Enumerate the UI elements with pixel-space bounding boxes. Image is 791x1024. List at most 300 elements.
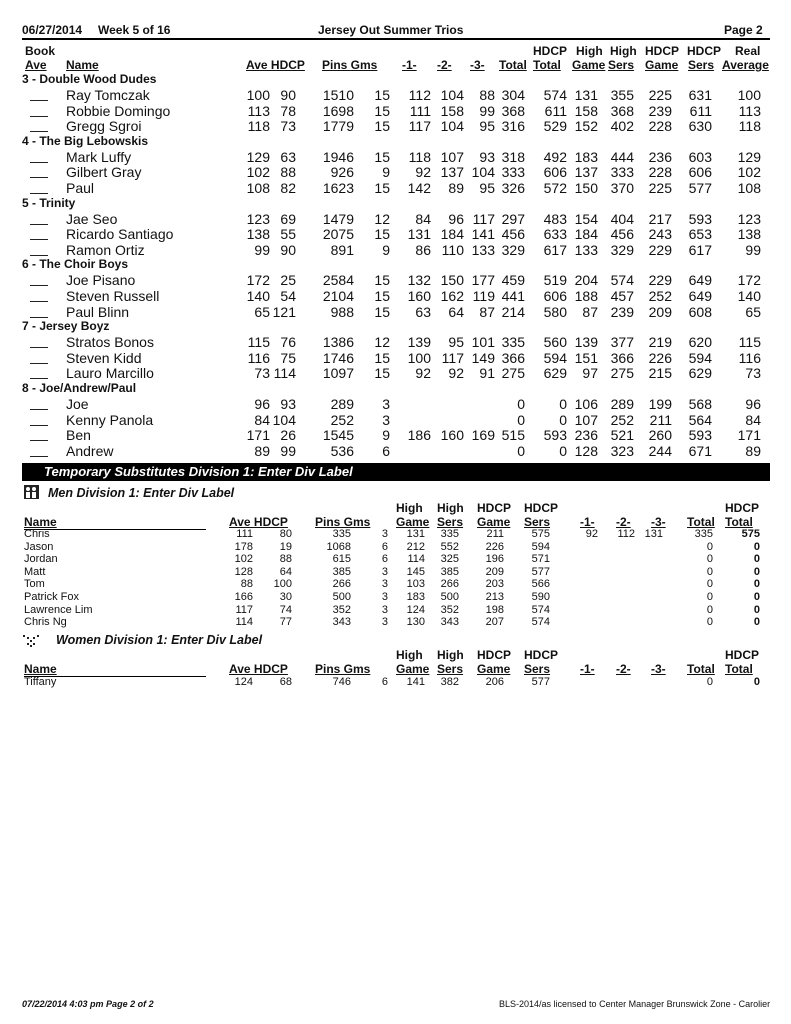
player-hdcp-game: 225 bbox=[648, 87, 672, 103]
sub-col-hdcp-game-1: HDCP bbox=[477, 501, 512, 515]
sub-player-hdcp-sers: 574 bbox=[531, 616, 550, 629]
player-high-sers: 404 bbox=[610, 210, 634, 227]
player-hdcp-game: 229 bbox=[648, 272, 672, 289]
sub-player-hdcp-sers: 590 bbox=[531, 591, 550, 603]
player-g1: 84 bbox=[415, 210, 431, 227]
sub-player-high-sers: 500 bbox=[440, 591, 459, 603]
col-name: Name bbox=[66, 58, 99, 72]
sub-col-total: Total bbox=[687, 515, 715, 529]
player-real-avg: 113 bbox=[738, 102, 761, 119]
player-total: 515 bbox=[501, 427, 525, 444]
player-hdcp-game: 219 bbox=[648, 334, 672, 351]
dotted-diamond-icon bbox=[23, 634, 39, 646]
player-g1: 160 bbox=[407, 288, 431, 304]
sub-player-gms: 6 bbox=[381, 540, 388, 553]
player-g2: 184 bbox=[440, 226, 464, 243]
player-gms: 12 bbox=[374, 334, 390, 351]
sub-col-name: Name bbox=[24, 515, 57, 529]
sub-player-hdcp-total: 0 bbox=[753, 540, 760, 553]
player-pins: 1386 bbox=[322, 334, 354, 351]
player-hdcp-game: 225 bbox=[648, 180, 672, 196]
sub-player-hdcp-sers: 571 bbox=[531, 553, 550, 566]
player-hdcp-sers: 653 bbox=[688, 226, 712, 243]
player-total: 0 bbox=[517, 442, 525, 459]
sub-player-hdcp-game: 211 bbox=[486, 528, 504, 540]
player-g2: 158 bbox=[440, 102, 464, 119]
col-high-game-1: High bbox=[576, 44, 603, 58]
player-total: 333 bbox=[501, 164, 525, 181]
player-hdcp-game: 229 bbox=[648, 241, 672, 258]
sub-player-total: 0 bbox=[706, 540, 713, 553]
sub-col-hdcp-game-2: Game bbox=[477, 515, 511, 529]
player-total: 214 bbox=[501, 303, 525, 320]
report-title: Jersey Out Summer Trios bbox=[318, 23, 464, 37]
player-hdcp: 54 bbox=[280, 288, 296, 304]
player-pins: 988 bbox=[330, 303, 354, 320]
player-gms: 15 bbox=[374, 288, 390, 304]
sub-col-ave-hdcp: Ave HDCP bbox=[229, 662, 288, 676]
player-total: 318 bbox=[501, 148, 525, 165]
player-total: 326 bbox=[501, 180, 525, 196]
player-high-game: 137 bbox=[574, 164, 598, 181]
player-ave: 138 bbox=[246, 226, 270, 243]
player-name: Gilbert Gray bbox=[66, 164, 142, 181]
player-real-avg: 102 bbox=[737, 164, 761, 181]
player-hdcp-total: 572 bbox=[543, 180, 567, 196]
player-hdcp-game: 228 bbox=[648, 164, 672, 181]
sub-player-hdcp-total: 0 bbox=[753, 591, 760, 603]
sub-player-hdcp-game: 226 bbox=[485, 540, 504, 553]
player-g2: 117 bbox=[441, 349, 464, 366]
player-hdcp-total: 0 bbox=[559, 442, 567, 459]
book-average-blank bbox=[30, 255, 48, 256]
player-ave: 116 bbox=[247, 349, 270, 366]
player-hdcp-sers: 594 bbox=[688, 349, 712, 366]
sub-col-pins-gms: Pins Gms bbox=[315, 662, 371, 676]
player-gms: 15 bbox=[374, 226, 390, 243]
col-high-sers-1: High bbox=[610, 44, 637, 58]
player-g3: 119 bbox=[472, 288, 495, 304]
player-gms: 15 bbox=[374, 87, 390, 103]
player-ave: 65 bbox=[254, 303, 270, 320]
player-g2: 92 bbox=[448, 365, 464, 382]
player-hdcp: 69 bbox=[280, 210, 296, 227]
player-gms: 15 bbox=[374, 349, 390, 366]
player-hdcp-game: 226 bbox=[648, 349, 672, 366]
col-high-game-2: Game bbox=[572, 58, 606, 72]
player-g1: 132 bbox=[407, 272, 431, 289]
book-average-blank bbox=[30, 224, 48, 225]
player-hdcp-sers: 606 bbox=[688, 164, 712, 181]
sub-col-high-sers-2: Sers bbox=[437, 662, 464, 676]
player-g1: 63 bbox=[415, 303, 431, 320]
sub-player-hdcp-game: 213 bbox=[485, 591, 504, 603]
sub-player-ave: 117 bbox=[235, 603, 253, 616]
player-high-sers: 333 bbox=[610, 164, 634, 181]
player-hdcp-sers: 603 bbox=[688, 148, 712, 165]
player-gms: 15 bbox=[374, 303, 390, 320]
player-hdcp: 93 bbox=[280, 396, 296, 412]
player-g3: 117 bbox=[472, 210, 495, 227]
sub-col-hdcp-total-1: HDCP bbox=[725, 501, 760, 515]
player-g2: 110 bbox=[441, 241, 464, 258]
player-hdcp-game: 211 bbox=[649, 411, 672, 428]
player-hdcp-total: 483 bbox=[543, 210, 567, 227]
sub-player-pins: 352 bbox=[332, 603, 351, 616]
sub-player-high-sers: 382 bbox=[440, 676, 459, 688]
player-high-game: 97 bbox=[582, 365, 598, 382]
page-number: Page 2 bbox=[724, 23, 763, 37]
men-division-title: Men Division 1: Enter Div Label bbox=[48, 486, 235, 500]
sub-player-high-game: 130 bbox=[406, 616, 425, 629]
sub-player-hdcp-game: 196 bbox=[485, 553, 504, 566]
sub-player-hdcp: 77 bbox=[279, 616, 292, 629]
player-hdcp-game: 215 bbox=[648, 365, 672, 382]
player-hdcp: 104 bbox=[272, 411, 296, 428]
sub-col-hdcp-game-2: Game bbox=[477, 662, 511, 676]
player-ave: 96 bbox=[254, 396, 270, 412]
player-hdcp-total: 574 bbox=[543, 87, 567, 103]
book-average-blank bbox=[30, 100, 48, 101]
sub-player-hdcp-sers: 594 bbox=[531, 540, 550, 553]
player-hdcp: 75 bbox=[280, 349, 296, 366]
player-ave: 140 bbox=[246, 288, 270, 304]
player-gms: 9 bbox=[382, 241, 390, 258]
player-g2: 162 bbox=[440, 288, 464, 304]
sub-player-ave: 111 bbox=[236, 528, 253, 540]
sub-col-high-game-2: Game bbox=[396, 515, 430, 529]
player-hdcp-sers: 630 bbox=[688, 118, 712, 135]
player-hdcp-total: 580 bbox=[543, 303, 567, 320]
player-real-avg: 100 bbox=[737, 87, 761, 103]
player-gms: 15 bbox=[374, 180, 390, 196]
player-hdcp-sers: 611 bbox=[689, 102, 712, 119]
player-g2: 137 bbox=[440, 164, 464, 181]
player-ave: 73 bbox=[254, 365, 270, 382]
sub-col-total: Total bbox=[687, 662, 715, 676]
book-average-blank bbox=[30, 301, 48, 302]
player-name: Paul Blinn bbox=[66, 303, 130, 320]
player-name: Stratos Bonos bbox=[66, 334, 154, 351]
sub-player-high-sers: 552 bbox=[440, 540, 459, 553]
player-pins: 1479 bbox=[322, 210, 354, 227]
player-hdcp: 82 bbox=[280, 180, 296, 196]
player-hdcp-total: 593 bbox=[543, 427, 567, 444]
sub-player-hdcp: 64 bbox=[279, 565, 292, 578]
player-ave: 108 bbox=[246, 180, 270, 196]
sub-player-high-game: 124 bbox=[406, 603, 425, 616]
player-g1: 86 bbox=[415, 241, 431, 258]
sub-player-hdcp-total: 0 bbox=[753, 603, 760, 616]
player-g1: 142 bbox=[407, 180, 431, 196]
col-ave-hdcp: Ave HDCP bbox=[246, 58, 305, 72]
player-high-sers: 368 bbox=[610, 102, 634, 119]
player-hdcp-sers: 608 bbox=[688, 303, 712, 320]
player-g3: 99 bbox=[479, 102, 495, 119]
player-high-sers: 275 bbox=[610, 365, 634, 382]
sub-player-g3: 131 bbox=[644, 528, 663, 540]
sub-col-name-rule bbox=[24, 529, 206, 530]
sub-player-name: Chris Ng bbox=[24, 616, 67, 629]
player-g2: 64 bbox=[448, 303, 464, 320]
sub-player-ave: 114 bbox=[235, 616, 253, 629]
team-heading: 7 - Jersey Boyz bbox=[22, 319, 110, 334]
player-hdcp: 55 bbox=[280, 226, 296, 243]
player-name: Joe Pisano bbox=[66, 272, 136, 289]
player-total: 441 bbox=[501, 288, 525, 304]
sub-player-high-sers: 352 bbox=[440, 603, 459, 616]
book-average-blank bbox=[30, 131, 48, 132]
player-g2: 95 bbox=[448, 334, 464, 351]
col-hdcp-game-1: HDCP bbox=[645, 44, 680, 58]
player-real-avg: 138 bbox=[737, 226, 761, 243]
women-division-title: Women Division 1: Enter Div Label bbox=[56, 633, 263, 647]
sub-player-ave: 124 bbox=[234, 676, 253, 688]
player-hdcp-sers: 649 bbox=[688, 272, 712, 289]
book-average-blank bbox=[30, 239, 48, 240]
player-name: Gregg Sgroi bbox=[66, 118, 142, 135]
sub-col-game3: -3- bbox=[651, 662, 666, 676]
col-total: Total bbox=[499, 58, 527, 72]
sub-player-high-game: 103 bbox=[406, 578, 425, 591]
sub-player-total: 0 bbox=[706, 578, 713, 591]
player-high-sers: 456 bbox=[610, 226, 634, 243]
player-high-game: 188 bbox=[574, 288, 598, 304]
player-high-game: 131 bbox=[574, 87, 598, 103]
player-hdcp-game: 217 bbox=[648, 210, 672, 227]
sub-player-hdcp: 68 bbox=[279, 676, 292, 688]
player-name: Mark Luffy bbox=[66, 148, 132, 165]
sub-col-hdcp-game-1: HDCP bbox=[477, 648, 512, 662]
player-real-avg: 123 bbox=[737, 210, 761, 227]
col-game2: -2- bbox=[437, 58, 452, 72]
player-hdcp-total: 492 bbox=[543, 148, 567, 165]
player-gms: 3 bbox=[382, 411, 390, 428]
substitutes-banner bbox=[22, 463, 770, 481]
player-hdcp-total: 594 bbox=[543, 349, 567, 366]
player-gms: 15 bbox=[374, 102, 390, 119]
col-hdcp-total-2: Total bbox=[533, 58, 561, 72]
player-g2: 89 bbox=[448, 180, 464, 196]
player-total: 459 bbox=[501, 272, 525, 289]
player-real-avg: 129 bbox=[737, 148, 761, 165]
sub-col-hdcp-sers-2: Sers bbox=[524, 515, 551, 529]
player-total: 0 bbox=[517, 411, 525, 428]
col-game1: -1- bbox=[402, 58, 417, 72]
player-high-game: 107 bbox=[574, 411, 598, 428]
col-book: Book bbox=[25, 44, 55, 58]
player-real-avg: 73 bbox=[745, 365, 761, 382]
player-g2: 104 bbox=[440, 118, 464, 135]
sub-player-g2: 112 bbox=[617, 528, 635, 540]
sub-player-pins: 746 bbox=[332, 676, 351, 688]
player-g2: 160 bbox=[440, 427, 464, 444]
sub-col-pins-gms: Pins Gms bbox=[315, 515, 371, 529]
sub-col-hdcp-sers-2: Sers bbox=[524, 662, 551, 676]
book-average-blank bbox=[30, 317, 48, 318]
sub-player-hdcp-total: 0 bbox=[753, 676, 760, 688]
player-hdcp: 73 bbox=[280, 118, 296, 135]
book-average-blank bbox=[30, 347, 48, 348]
player-hdcp-game: 236 bbox=[648, 148, 672, 165]
sub-player-gms: 3 bbox=[381, 578, 388, 591]
sub-col-hdcp-sers-1: HDCP bbox=[524, 648, 559, 662]
player-high-game: 236 bbox=[574, 427, 598, 444]
sub-player-total: 0 bbox=[706, 565, 713, 578]
player-total: 335 bbox=[501, 334, 525, 351]
player-high-sers: 355 bbox=[610, 87, 634, 103]
player-ave: 118 bbox=[247, 118, 270, 135]
player-ave: 172 bbox=[246, 272, 270, 289]
player-pins: 891 bbox=[330, 241, 354, 258]
player-high-game: 106 bbox=[574, 396, 598, 412]
player-real-avg: 118 bbox=[738, 118, 761, 135]
sub-player-name: Jordan bbox=[24, 553, 58, 566]
player-g3: 87 bbox=[479, 303, 495, 320]
sub-player-hdcp: 88 bbox=[279, 553, 292, 566]
sub-player-hdcp-total: 0 bbox=[753, 553, 760, 566]
sub-player-name: Tom bbox=[24, 578, 45, 591]
sub-player-hdcp: 30 bbox=[279, 591, 292, 603]
sub-player-ave: 128 bbox=[234, 565, 253, 578]
player-g1: 139 bbox=[407, 334, 431, 351]
player-pins: 536 bbox=[330, 442, 354, 459]
player-real-avg: 116 bbox=[738, 349, 761, 366]
player-g3: 95 bbox=[479, 118, 495, 135]
player-ave: 100 bbox=[246, 87, 270, 103]
book-average-blank bbox=[30, 285, 48, 286]
player-g3: 91 bbox=[479, 365, 495, 382]
player-high-sers: 444 bbox=[610, 148, 634, 165]
sub-player-high-game: 145 bbox=[406, 565, 425, 578]
sub-player-total: 335 bbox=[694, 528, 713, 540]
sub-player-gms: 3 bbox=[381, 591, 388, 603]
player-name: Paul bbox=[66, 180, 95, 196]
player-hdcp-total: 633 bbox=[543, 226, 567, 243]
book-average-blank bbox=[30, 409, 48, 410]
sub-col-high-sers-2: Sers bbox=[437, 515, 464, 529]
sub-col-hdcp-total-2: Total bbox=[725, 662, 753, 676]
footer-license: BLS-2014/as licensed to Center Manager Brunswick Zone - Carolier bbox=[499, 999, 771, 1009]
player-real-avg: 65 bbox=[745, 303, 761, 320]
report-date: 06/27/2014 bbox=[22, 23, 83, 37]
player-hdcp-game: 252 bbox=[648, 288, 672, 304]
player-high-game: 152 bbox=[574, 118, 598, 135]
player-g1: 111 bbox=[409, 102, 431, 119]
sub-player-total: 0 bbox=[706, 616, 713, 629]
player-hdcp: 26 bbox=[280, 427, 296, 444]
sub-player-high-game: 131 bbox=[406, 528, 425, 540]
player-ave: 115 bbox=[247, 334, 270, 351]
player-hdcp-total: 529 bbox=[543, 118, 567, 135]
player-g3: 141 bbox=[471, 226, 495, 243]
player-high-game: 87 bbox=[582, 303, 598, 320]
sub-player-high-game: 212 bbox=[406, 540, 425, 553]
player-gms: 6 bbox=[382, 442, 390, 459]
sub-player-pins: 266 bbox=[332, 578, 351, 591]
player-g3: 133 bbox=[471, 241, 495, 258]
player-pins: 2075 bbox=[322, 226, 354, 243]
sub-col-high-sers-1: High bbox=[437, 501, 464, 515]
player-hdcp-total: 519 bbox=[543, 272, 567, 289]
player-ave: 129 bbox=[246, 148, 270, 165]
sub-player-hdcp: 19 bbox=[279, 540, 292, 553]
sub-player-hdcp: 74 bbox=[279, 603, 292, 616]
sub-player-total: 0 bbox=[706, 553, 713, 566]
player-ave: 89 bbox=[254, 442, 270, 459]
player-g3: 88 bbox=[479, 87, 495, 103]
sub-player-gms: 3 bbox=[381, 616, 388, 629]
player-g3: 101 bbox=[471, 334, 495, 351]
sub-player-name: Jason bbox=[24, 540, 54, 553]
player-hdcp-total: 560 bbox=[543, 334, 567, 351]
player-name: Andrew bbox=[66, 442, 114, 459]
sub-player-name: Chris bbox=[24, 528, 50, 540]
player-real-avg: 171 bbox=[737, 427, 761, 444]
player-pins: 1510 bbox=[322, 87, 354, 103]
sub-player-gms: 3 bbox=[381, 528, 388, 540]
player-name: Steven Russell bbox=[66, 288, 160, 304]
sub-player-hdcp-sers: 574 bbox=[531, 603, 550, 616]
sub-player-ave: 166 bbox=[234, 591, 253, 603]
player-g2: 104 bbox=[440, 87, 464, 103]
sub-col-hdcp-total-2: Total bbox=[725, 515, 753, 529]
sub-player-gms: 3 bbox=[381, 565, 388, 578]
sub-player-name: Lawrence Lim bbox=[24, 603, 93, 616]
player-gms: 15 bbox=[374, 118, 390, 135]
player-hdcp-game: 199 bbox=[648, 396, 672, 412]
sub-col-high-game-2: Game bbox=[396, 662, 430, 676]
col-game3: -3- bbox=[470, 58, 485, 72]
player-high-sers: 323 bbox=[610, 442, 634, 459]
player-g1: 118 bbox=[408, 148, 431, 165]
header-rule bbox=[22, 38, 770, 40]
sub-player-hdcp-game: 209 bbox=[485, 565, 504, 578]
player-high-game: 133 bbox=[574, 241, 598, 258]
sub-col-hdcp-total-1: HDCP bbox=[725, 648, 760, 662]
player-pins: 1746 bbox=[322, 349, 354, 366]
sub-player-pins: 1068 bbox=[326, 540, 351, 553]
player-total: 275 bbox=[501, 365, 525, 382]
player-g1: 117 bbox=[408, 118, 431, 135]
team-heading: 8 - Joe/Andrew/Paul bbox=[22, 381, 137, 395]
player-name: Lauro Marcillo bbox=[66, 365, 154, 382]
player-high-sers: 377 bbox=[610, 334, 634, 351]
player-high-sers: 521 bbox=[610, 427, 634, 444]
player-hdcp-game: 228 bbox=[648, 118, 672, 135]
sub-player-pins: 343 bbox=[332, 616, 351, 629]
col-real-average-1: Real bbox=[735, 44, 761, 58]
player-total: 368 bbox=[501, 102, 525, 119]
player-real-avg: 115 bbox=[738, 334, 761, 351]
player-hdcp-total: 606 bbox=[543, 288, 567, 304]
team-heading: 4 - The Big Lebowskis bbox=[22, 133, 149, 148]
player-g2: 96 bbox=[448, 210, 464, 227]
player-hdcp-game: 239 bbox=[648, 102, 672, 119]
player-total: 456 bbox=[501, 226, 525, 243]
player-g3: 149 bbox=[471, 349, 495, 366]
player-gms: 15 bbox=[374, 365, 390, 382]
book-average-blank bbox=[30, 456, 48, 457]
player-real-avg: 84 bbox=[745, 411, 761, 428]
player-real-avg: 89 bbox=[745, 442, 761, 459]
book-average-blank bbox=[30, 116, 48, 117]
sub-player-pins: 335 bbox=[332, 528, 351, 540]
player-hdcp-sers: 593 bbox=[688, 427, 712, 444]
player-high-sers: 289 bbox=[610, 396, 634, 412]
player-ave: 123 bbox=[246, 210, 270, 227]
sub-player-high-game: 183 bbox=[406, 591, 425, 603]
